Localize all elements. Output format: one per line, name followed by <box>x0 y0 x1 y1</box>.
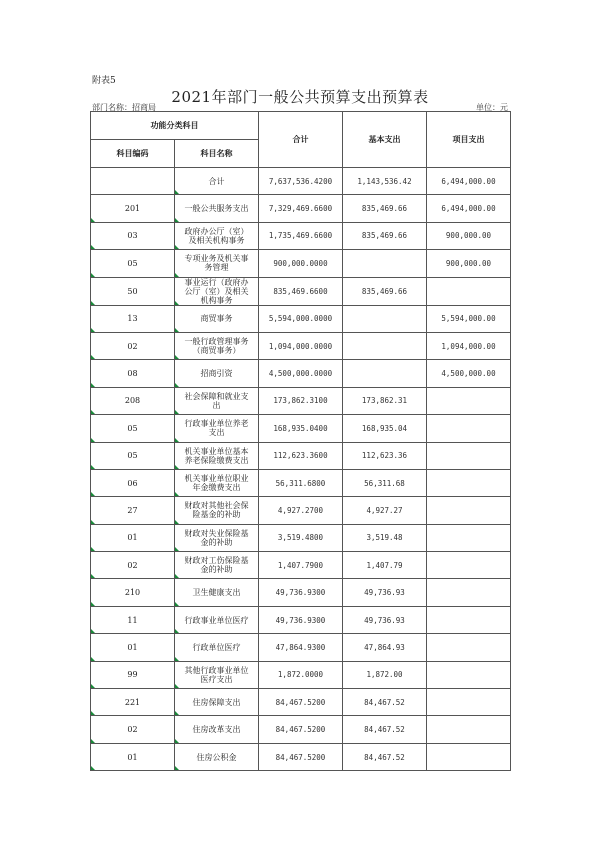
row-name <box>175 469 259 496</box>
row-code <box>91 442 175 469</box>
row-name <box>175 195 259 222</box>
row-project-text: 6,494,000.00 <box>441 204 496 214</box>
row-code <box>91 222 175 249</box>
cell-marker-icon <box>175 657 179 661</box>
row-basic <box>343 442 427 469</box>
cell-marker-icon <box>91 438 95 442</box>
row-project <box>427 552 511 579</box>
row-total <box>259 387 343 414</box>
cell-marker-icon <box>175 574 179 578</box>
row-project <box>427 743 511 770</box>
cell-marker-icon <box>91 657 95 661</box>
cell-marker-icon <box>175 766 179 770</box>
cell-marker-icon <box>91 711 95 715</box>
cell-marker-icon <box>91 520 95 524</box>
row-code-text: 210 <box>124 588 141 598</box>
table-row <box>91 689 511 716</box>
row-name-text: 财政对工伤保险基金的补助 <box>184 556 249 575</box>
cell-marker-icon <box>91 273 95 277</box>
row-name <box>175 579 259 606</box>
row-basic <box>343 168 427 195</box>
row-total <box>259 168 343 195</box>
row-total <box>259 689 343 716</box>
header-category: 功能分类科目 <box>91 112 259 140</box>
row-project <box>427 415 511 442</box>
header-code: 科目编码 <box>91 140 175 168</box>
table-row <box>91 168 511 195</box>
cell-marker-icon <box>91 739 95 743</box>
row-total <box>259 332 343 359</box>
row-code-text: 05 <box>127 451 138 461</box>
row-code-text: 03 <box>127 231 138 241</box>
row-code <box>91 497 175 524</box>
attachment-label: 附表5 <box>92 76 116 86</box>
cell-marker-icon <box>91 328 95 332</box>
row-code-text: 99 <box>127 670 138 680</box>
row-code <box>91 743 175 770</box>
row-basic <box>343 250 427 277</box>
row-project-text: 5,594,000.00 <box>441 314 496 324</box>
row-project <box>427 387 511 414</box>
row-project <box>427 524 511 551</box>
row-basic <box>343 524 427 551</box>
row-project <box>427 277 511 305</box>
row-total <box>259 250 343 277</box>
row-basic-text: 56,311.68 <box>364 478 405 488</box>
row-basic-text: 1,872.00 <box>366 670 403 680</box>
row-code-text: 06 <box>127 478 138 488</box>
row-basic <box>343 360 427 387</box>
row-name <box>175 168 259 195</box>
row-code <box>91 606 175 633</box>
row-total <box>259 552 343 579</box>
cell-marker-icon <box>175 218 179 222</box>
row-project <box>427 689 511 716</box>
row-total <box>259 195 343 222</box>
cell-marker-icon <box>91 602 95 606</box>
row-project <box>427 579 511 606</box>
cell-marker-icon <box>175 383 179 387</box>
row-name-text: 一般公共服务支出 <box>184 204 249 214</box>
row-basic-text: 835,469.66 <box>361 204 408 214</box>
row-total-text: 47,864.9300 <box>275 642 326 652</box>
row-total-text: 49,736.9300 <box>275 615 326 625</box>
row-total-text: 56,311.6800 <box>275 478 326 488</box>
cell-marker-icon <box>175 245 179 249</box>
row-project <box>427 195 511 222</box>
unit-label: 单位：元 <box>476 103 508 112</box>
row-basic <box>343 497 427 524</box>
row-total <box>259 634 343 661</box>
row-basic-text: 1,407.79 <box>366 560 403 570</box>
cell-marker-icon <box>175 492 179 496</box>
row-name <box>175 387 259 414</box>
row-basic-text: 835,469.66 <box>361 286 408 296</box>
row-code-text: 50 <box>127 286 138 296</box>
row-name-text: 住房公积金 <box>196 752 237 762</box>
cell-marker-icon <box>91 574 95 578</box>
row-total-text: 835,469.6600 <box>273 286 328 296</box>
cell-marker-icon <box>91 245 95 249</box>
row-code <box>91 552 175 579</box>
row-code <box>91 469 175 496</box>
row-code <box>91 579 175 606</box>
row-name <box>175 360 259 387</box>
cell-marker-icon <box>91 218 95 222</box>
row-total-text: 84,467.5200 <box>275 725 326 735</box>
row-name-text: 其他行政事业单位医疗支出 <box>184 665 249 684</box>
table-row <box>91 661 511 688</box>
row-basic <box>343 222 427 249</box>
row-basic-text: 112,623.36 <box>361 451 408 461</box>
table-row <box>91 716 511 743</box>
row-total <box>259 277 343 305</box>
cell-marker-icon <box>175 684 179 688</box>
row-total-text: 84,467.5200 <box>275 752 326 762</box>
row-project-text: 900,000.00 <box>445 258 492 268</box>
row-basic <box>343 661 427 688</box>
row-name <box>175 250 259 277</box>
table-row <box>91 524 511 551</box>
cell-marker-icon <box>175 273 179 277</box>
row-name <box>175 606 259 633</box>
row-basic-text: 835,469.66 <box>361 231 408 241</box>
row-project-text: 6,494,000.00 <box>441 176 496 186</box>
row-name <box>175 552 259 579</box>
row-name-text: 社会保障和就业支出 <box>184 391 249 410</box>
row-total-text: 5,594,000.0000 <box>268 314 333 324</box>
row-basic-text: 84,467.52 <box>364 697 405 707</box>
row-code-text: 27 <box>127 505 138 515</box>
row-basic <box>343 415 427 442</box>
row-code <box>91 360 175 387</box>
row-name-text: 招商引资 <box>200 369 233 379</box>
cell-marker-icon <box>175 301 179 305</box>
row-code-text: 02 <box>127 560 138 570</box>
table-row <box>91 552 511 579</box>
row-basic <box>343 689 427 716</box>
header-name: 科目名称 <box>175 140 259 168</box>
row-basic-text: 47,864.93 <box>364 642 405 652</box>
row-basic <box>343 387 427 414</box>
table-row <box>91 415 511 442</box>
cell-marker-icon <box>91 355 95 359</box>
row-total-text: 1,735,469.6600 <box>268 231 333 241</box>
row-total-text: 84,467.5200 <box>275 697 326 707</box>
row-name-text: 行政事业单位养老支出 <box>184 419 249 438</box>
row-code <box>91 387 175 414</box>
cell-marker-icon <box>175 739 179 743</box>
row-code-text: 01 <box>127 533 138 543</box>
row-name <box>175 277 259 305</box>
row-total-text: 173,862.3100 <box>273 396 328 406</box>
row-basic <box>343 606 427 633</box>
row-basic <box>343 716 427 743</box>
table-row <box>91 579 511 606</box>
row-name-text: 机关事业单位基本养老保险缴费支出 <box>184 446 249 465</box>
row-project <box>427 716 511 743</box>
row-basic <box>343 634 427 661</box>
row-name-text: 住房改革支出 <box>192 725 241 735</box>
table-row <box>91 195 511 222</box>
row-code <box>91 661 175 688</box>
row-total <box>259 497 343 524</box>
cell-marker-icon <box>175 328 179 332</box>
row-name <box>175 222 259 249</box>
table-row <box>91 360 511 387</box>
row-name <box>175 524 259 551</box>
row-project <box>427 305 511 332</box>
row-total <box>259 415 343 442</box>
table-row <box>91 469 511 496</box>
row-name <box>175 497 259 524</box>
row-project <box>427 332 511 359</box>
row-basic <box>343 552 427 579</box>
row-code-text: 13 <box>127 314 138 324</box>
row-project-text: 900,000.00 <box>445 231 492 241</box>
row-basic <box>343 277 427 305</box>
row-project <box>427 250 511 277</box>
row-total-text: 1,407.7900 <box>277 560 324 570</box>
row-total <box>259 305 343 332</box>
cell-marker-icon <box>175 602 179 606</box>
row-total-text: 900,000.0000 <box>273 258 328 268</box>
cell-marker-icon <box>91 547 95 551</box>
row-total <box>259 469 343 496</box>
table-row <box>91 250 511 277</box>
row-name-text: 行政事业单位医疗 <box>184 615 249 625</box>
row-name-text: 机关事业单位职业年金缴费支出 <box>184 474 249 493</box>
row-code <box>91 195 175 222</box>
row-basic <box>343 332 427 359</box>
row-code <box>91 524 175 551</box>
row-code-text: 01 <box>127 642 138 652</box>
row-name <box>175 634 259 661</box>
row-code <box>91 634 175 661</box>
cell-marker-icon <box>175 190 179 194</box>
cell-marker-icon <box>91 465 95 469</box>
row-total-text: 49,736.9300 <box>275 588 326 598</box>
row-code-text: 02 <box>127 341 138 351</box>
row-name-text: 事业运行（政府办公厅（室）及相关机构事务 <box>184 277 249 305</box>
table-row <box>91 606 511 633</box>
cell-marker-icon <box>175 629 179 633</box>
row-total <box>259 360 343 387</box>
row-code-text: 208 <box>124 396 141 406</box>
row-total <box>259 442 343 469</box>
row-code-text: 02 <box>127 725 138 735</box>
row-name-text: 一般行政管理事务（商贸事务） <box>184 337 249 356</box>
row-project <box>427 661 511 688</box>
row-basic <box>343 305 427 332</box>
row-name <box>175 661 259 688</box>
row-total-text: 4,927.2700 <box>277 505 324 515</box>
row-basic-text: 3,519.48 <box>366 533 403 543</box>
row-project <box>427 360 511 387</box>
row-basic-text: 49,736.93 <box>364 615 405 625</box>
table-row <box>91 222 511 249</box>
row-project-text: 1,094,000.00 <box>441 341 496 351</box>
header-project: 项目支出 <box>427 112 511 168</box>
row-code <box>91 277 175 305</box>
row-code-text: 221 <box>124 697 141 707</box>
row-total-text: 7,329,469.6600 <box>268 204 333 214</box>
row-total-text: 168,935.0400 <box>273 423 328 433</box>
cell-marker-icon <box>175 711 179 715</box>
row-basic-text: 168,935.04 <box>361 423 408 433</box>
row-code <box>91 716 175 743</box>
row-code <box>91 332 175 359</box>
row-total <box>259 743 343 770</box>
row-code <box>91 168 175 195</box>
table-row <box>91 634 511 661</box>
cell-marker-icon <box>91 301 95 305</box>
row-project <box>427 168 511 195</box>
row-total <box>259 579 343 606</box>
row-project-text: 4,500,000.00 <box>441 369 496 379</box>
row-total-text: 3,519.4800 <box>277 533 324 543</box>
table-row <box>91 277 511 305</box>
budget-table <box>90 111 511 771</box>
row-total-text: 4,500,000.0000 <box>268 369 333 379</box>
table-row <box>91 387 511 414</box>
row-project <box>427 469 511 496</box>
row-code-text: 11 <box>127 615 138 625</box>
table-row <box>91 497 511 524</box>
cell-marker-icon <box>175 355 179 359</box>
row-basic <box>343 743 427 770</box>
row-basic-text: 173,862.31 <box>361 396 408 406</box>
row-project <box>427 442 511 469</box>
page-title: 2021年部门一般公共预算支出预算表 <box>171 88 429 106</box>
row-total-text: 7,637,536.4200 <box>268 176 333 186</box>
row-project <box>427 634 511 661</box>
cell-marker-icon <box>91 410 95 414</box>
row-total-text: 112,623.3600 <box>273 451 328 461</box>
row-name <box>175 716 259 743</box>
table-row <box>91 442 511 469</box>
row-total-text: 1,094,000.0000 <box>268 341 333 351</box>
row-basic-text: 1,143,536.42 <box>357 176 412 186</box>
row-code <box>91 305 175 332</box>
row-basic-text: 84,467.52 <box>364 725 405 735</box>
row-name-text: 财政对失业保险基金的补助 <box>184 528 249 547</box>
row-name-text: 财政对其他社会保险基金的补助 <box>184 501 249 520</box>
cell-marker-icon <box>91 684 95 688</box>
row-total <box>259 222 343 249</box>
row-name-text: 卫生健康支出 <box>192 588 241 598</box>
row-code-text: 05 <box>127 423 138 433</box>
row-code-text: 08 <box>127 369 138 379</box>
row-total <box>259 716 343 743</box>
row-project <box>427 606 511 633</box>
cell-marker-icon <box>91 383 95 387</box>
row-code-text: 201 <box>124 204 141 214</box>
row-code-text: 05 <box>127 258 138 268</box>
row-name <box>175 415 259 442</box>
row-code-text: 01 <box>127 752 138 762</box>
row-name-text: 专项业务及机关事务管理 <box>184 254 249 273</box>
cell-marker-icon <box>175 547 179 551</box>
row-basic <box>343 469 427 496</box>
row-name-text: 政府办公厅（室）及相关机构事务 <box>184 226 249 245</box>
row-project <box>427 497 511 524</box>
row-name-text: 合计 <box>208 176 225 186</box>
header-basic: 基本支出 <box>343 112 427 168</box>
row-basic-text: 4,927.27 <box>366 505 403 515</box>
table-row <box>91 305 511 332</box>
header-total: 合计 <box>259 112 343 168</box>
row-code <box>91 250 175 277</box>
row-name-text: 行政单位医疗 <box>192 642 241 652</box>
row-name <box>175 743 259 770</box>
row-name <box>175 689 259 716</box>
cell-marker-icon <box>91 766 95 770</box>
row-total <box>259 606 343 633</box>
row-name <box>175 305 259 332</box>
row-name-text: 商贸事务 <box>200 314 233 324</box>
row-name-text: 住房保障支出 <box>192 697 241 707</box>
row-code <box>91 689 175 716</box>
row-total-text: 1,872.0000 <box>277 670 324 680</box>
table-row <box>91 743 511 770</box>
cell-marker-icon <box>175 520 179 524</box>
row-name <box>175 442 259 469</box>
row-total <box>259 661 343 688</box>
department-label: 部门名称：招商局 <box>92 103 156 112</box>
row-basic <box>343 195 427 222</box>
cell-marker-icon <box>91 492 95 496</box>
row-project <box>427 222 511 249</box>
row-basic-text: 49,736.93 <box>364 588 405 598</box>
table-row <box>91 332 511 359</box>
cell-marker-icon <box>175 438 179 442</box>
row-total <box>259 524 343 551</box>
cell-marker-icon <box>175 410 179 414</box>
cell-marker-icon <box>91 629 95 633</box>
row-basic-text: 84,467.52 <box>364 752 405 762</box>
row-code <box>91 415 175 442</box>
row-name <box>175 332 259 359</box>
cell-marker-icon <box>175 465 179 469</box>
row-basic <box>343 579 427 606</box>
table-body <box>91 168 511 771</box>
